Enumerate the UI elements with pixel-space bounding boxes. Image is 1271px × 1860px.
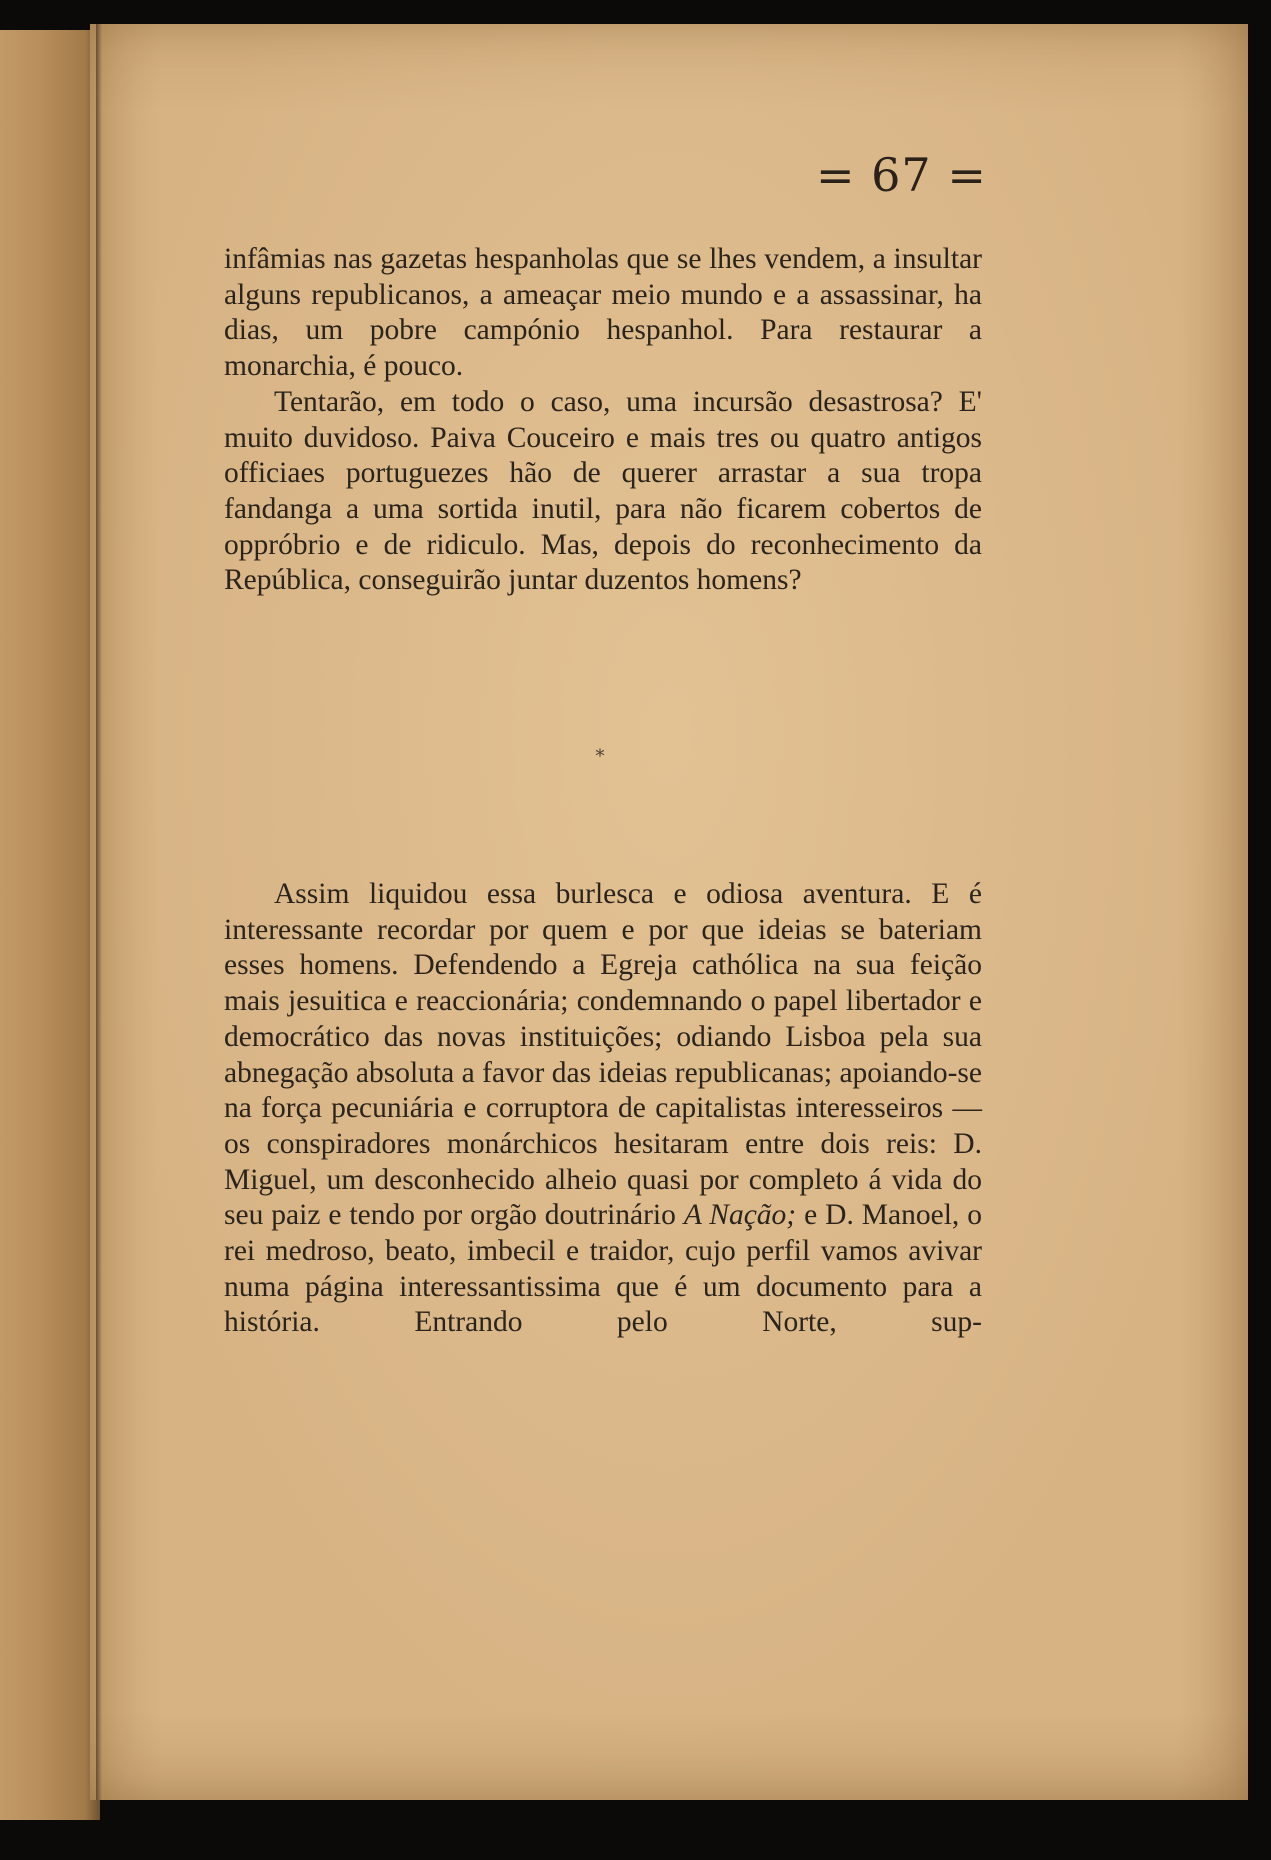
text-block-top xyxy=(224,242,982,599)
page-gutter-shadow xyxy=(96,24,102,1800)
paragraph-3-start: Assim liquidou essa burlesca e odiosa aventura. E é interessante recordar por quem e por que ideias se bateriam esses homens. Defendendo a Egreja cathólica na sua feição mais jesuitica e reaccionária; condemnando o papel libertador e democrático das novas instituições; odiando Lisboa pela sua abnegação absoluta a favor das ideias republicanas; apoiando-se na força pecuniária e corruptora de capitalistas interesseiros — os conspiradores monárchicos hesitaram entre dois reis: D. Miguel, um desconhecido alheio quasi por completo á vida do seu paiz e tendo por orgão doutrinário xyxy=(224,878,982,1232)
newspaper-title-italic: A Nação; xyxy=(683,1199,797,1232)
paragraph-3-end: e D. Manoel, o rei medroso, beato, imbecil e traidor, cujo perfil vamos avivar numa página interessantissima que é um documento para a história. Entrando pelo Norte, sup- xyxy=(224,1199,982,1339)
section-separator-asterisk: * xyxy=(595,746,605,767)
paragraph-1: infâmias nas gazetas hespanholas que se lhes vendem, a insultar alguns republicanos, a ameaçar meio mundo e a assassinar, ha dias, um pobre campónio hespanhol. Para restaurar a monarchia, é pouco. xyxy=(224,243,982,383)
paragraph-2: Tentarão, em todo o caso, uma incursão desastrosa? E' muito duvidoso. Paiva Couceiro e mais tres ou quatro antigos officiaes portuguezes hão de querer arrastar a sua tropa fandanga a uma sortida inutil, para não ficarem cobertos de oppróbrio e de ridiculo. Mas, depois do reconhecimento da República, conseguirão juntar duzentos homens? xyxy=(224,385,982,597)
page-number: = 67 = xyxy=(816,148,987,202)
book-spine-strip xyxy=(0,30,100,1820)
paragraph-3 xyxy=(224,877,982,1341)
text-block-bottom xyxy=(224,877,982,1341)
